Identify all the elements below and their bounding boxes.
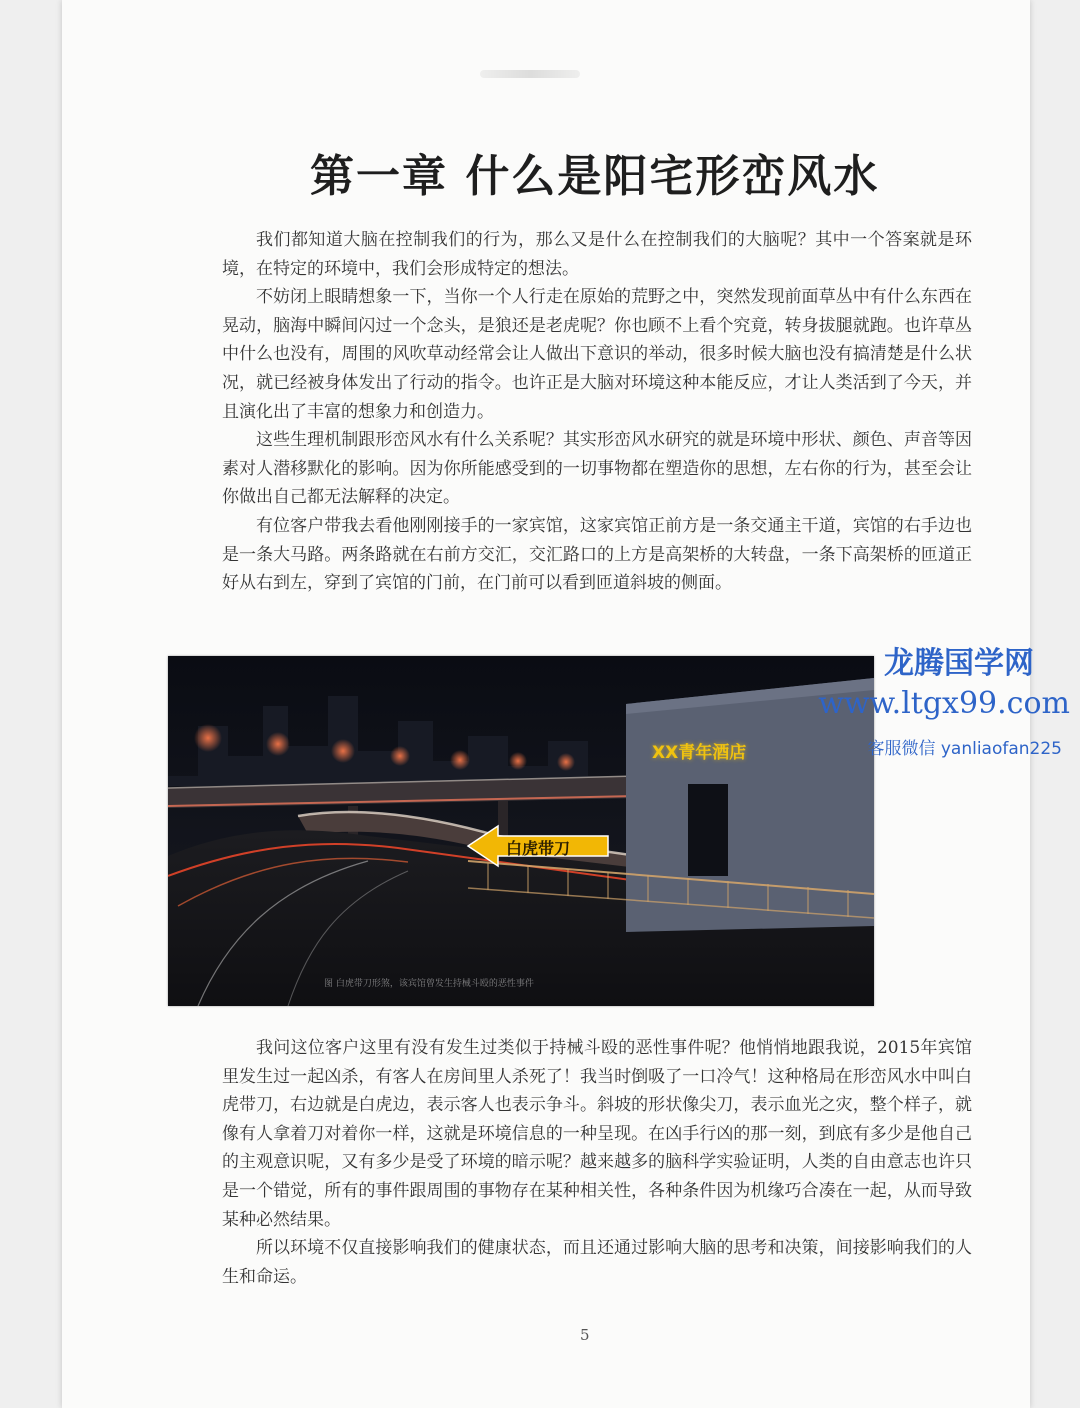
paragraph: 不妨闭上眼睛想象一下，当你一个人行走在原始的荒野之中，突然发现前面草丛中有什么东西在晃动，脑海中瞬间闪过一个念头，是狼还是老虎呢？你也顾不上看个究竟，转身拔腿就跑。也许草丛中什么也没有，周围的风吹草动经常会让人做出下意识的举动，很多时候大脑也没有搞清楚是什么状况，就已经被身体发出了行动的指令。也许正是大脑对环境这种本能反应，才让人类活到了今天，并且演化出了丰富的想象力和创造力。 — [222, 287, 972, 422]
page-number: 5 — [580, 1326, 590, 1344]
night-overpass-photo — [168, 656, 874, 1006]
body-text-before-figure — [222, 226, 972, 598]
chapter-title: 第一章 什么是阳宅形峦风水 — [310, 151, 880, 202]
running-header-mark — [480, 70, 580, 78]
body-text-after-figure — [222, 1034, 972, 1291]
photo-illustration — [168, 656, 874, 1006]
paragraph: 所以环境不仅直接影响我们的健康状态，而且还通过影响大脑的思考和决策，间接影响我们的人生和命运。 — [222, 1238, 972, 1287]
paragraph: 有位客户带我去看他刚刚接手的一家宾馆，这家宾馆正前方是一条交通主干道，宾馆的右手边也是一条大马路。两条路就在右前方交汇，交汇路口的上方是高架桥的大转盘，一条下高架桥的匝道正好从右到左，穿到了宾馆的门前，在门前可以看到匝道斜坡的侧面。 — [222, 515, 972, 594]
arrow-label: 白虎带刀 — [506, 839, 571, 858]
paragraph: 我问这位客户这里有没有发生过类似于持械斗殴的恶性事件呢？他悄悄地跟我说，2015年宾馆里发生过一起凶杀，有客人在房间里人杀死了！我当时倒吸了一口冷气！这种格局在形峦风水中叫白虎带刀，右边就是白虎边，表示客人也表示争斗。斜坡的形状像尖刀，表示血光之灾，整个样子，就像有人拿着刀对着你一样，这就是环境信息的一种呈现。在凶手行凶的那一刻，到底有多少是他自己的主观意识呢，又有多少是受了环境的暗示呢？越来越多的脑科学实验证明，人类的自由意志也许只是一个错觉，所有的事件跟周围的事物存在某种相关性，各种条件因为机缘巧合凑在一起，从而导致某种必然结果。 — [222, 1038, 972, 1230]
watermark-contact: 客服微信 yanliaofan225 — [867, 739, 1062, 759]
watermark-url: www.ltgx99.com — [818, 686, 1070, 721]
watermark-brand: 龙腾国学网 — [884, 646, 1034, 681]
photo-caption: 图 白虎带刀形煞，该宾馆曾发生持械斗殴的恶性事件 — [324, 979, 534, 989]
paragraph: 这些生理机制跟形峦风水有什么关系呢？其实形峦风水研究的就是环境中形状、颜色、声音等因素对人潜移默化的影响。因为你所能感受到的一切事物都在塑造你的思想，左右你的行为，甚至会让你做出自己都无法解释的决定。 — [222, 430, 972, 508]
paragraph: 我们都知道大脑在控制我们的行为，那么又是什么在控制我们的大脑呢？其中一个答案就是环境，在特定的环境中，我们会形成特定的想法。 — [222, 230, 972, 279]
hotel-sign: XX青年酒店 — [652, 743, 747, 763]
